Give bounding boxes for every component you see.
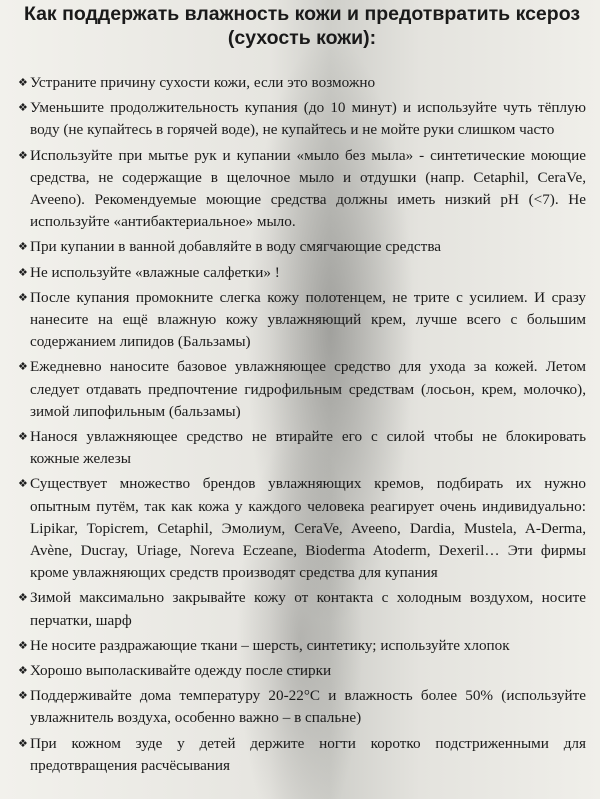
list-item <box>18 145 586 234</box>
title-line-2: (сухость кожи): <box>227 27 377 49</box>
tip-text: Хорошо выполаскивайте одежду после стирки <box>30 662 332 680</box>
tip-text: Зимой максимально закрывайте кожу от контакта с холодным воздухом, носите перчатки, шарф <box>30 589 586 629</box>
tip-text: Ежедневно наносите базовое увлажняющее средство для ухода за кожей. Летом следует отдавать предпочтение гидрофильным средствам (лосьон, крем, молочко), зимой липофильным (бальзамы) <box>30 358 586 420</box>
bullet-icon: ❖ <box>18 241 28 254</box>
list-item <box>18 660 586 682</box>
list-item <box>18 587 586 631</box>
tip-text: Используйте при мытье рук и купании «мыло без мыла» - синтетические моющие средства, не содержащие в щелочное мыло и отдушки (напр. Cetaphil, CeraVe, Aveeno). Рекомендуемые моющие средства должны иметь низкий pH (<7). Не используйте «антибактериальное» мыло. <box>30 146 586 231</box>
bullet-icon: ❖ <box>18 361 28 374</box>
list-item <box>18 287 586 354</box>
bullet-icon: ❖ <box>18 737 28 750</box>
title-line-1: Как поддержать влажность кожи и предотвратить ксероз <box>23 3 581 25</box>
tip-text: Поддерживайте дома температуру 20-22°C и влажность более 50% (используйте увлажнитель воздуха, особенно важно – в спальне) <box>30 687 586 727</box>
bullet-icon: ❖ <box>18 149 28 162</box>
list-item <box>18 236 586 258</box>
list-item <box>18 685 586 729</box>
list-item <box>18 635 586 657</box>
tip-text: Устраните причину сухости кожи, если это возможно <box>30 74 376 91</box>
list-item <box>18 733 586 777</box>
bullet-icon: ❖ <box>18 690 28 703</box>
tip-text: Существует множество брендов увлажняющих кремов, подбирать их нужно опытным путём, так как кожа у каждого человека реагирует очень индивидуально: Lipikar, Topicrem, Cetaphil, Эмолиум, CeraVe, Aveeno, Dardia, Mustela, A-Derma, Avène, Ducray, Uriage, Noreva Eczeane, Bioderma Atoderm, Dexeril… Эти фирмы кроме увлажняющих средств производят средства для купания <box>30 475 586 582</box>
list-item <box>18 356 586 423</box>
bullet-icon: ❖ <box>18 639 28 652</box>
bullet-icon: ❖ <box>18 102 28 115</box>
tip-text: Нанося увлажняющее средство не втирайте его с силой чтобы не блокировать кожные железы <box>30 428 586 468</box>
bullet-icon: ❖ <box>18 592 28 605</box>
bullet-icon: ❖ <box>18 266 28 279</box>
tip-text: Не носите раздражающие ткани – шерсть, синтетику; используйте хлопок <box>30 636 510 654</box>
list-item <box>18 262 586 284</box>
list-item <box>18 97 586 141</box>
bullet-icon: ❖ <box>18 665 28 678</box>
tip-text: При купании в ванной добавляйте в воду смягчающие средства <box>30 238 442 256</box>
tip-text: После купания промокните слегка кожу полотенцем, не трите с усилием. И сразу нанесите на ещё влажную кожу увлажняющий крем, лучше всего с большим содержанием липидов (Бальзамы) <box>30 288 586 351</box>
list-item <box>18 426 586 470</box>
tips-list <box>18 72 586 777</box>
list-item <box>18 473 586 584</box>
page-title <box>18 2 586 50</box>
bullet-icon: ❖ <box>18 77 28 89</box>
bullet-icon: ❖ <box>18 431 28 444</box>
tip-text: Уменьшите продолжительность купания (до 10 минут) и используйте чуть тёплую воду (не купайтесь в горячей воде), не купайтесь и не мойте руки слишком часто <box>30 99 586 139</box>
list-item <box>18 72 586 94</box>
bullet-icon: ❖ <box>18 478 28 491</box>
tip-text: Не используйте «влажные салфетки» ! <box>30 263 280 281</box>
bullet-icon: ❖ <box>18 291 28 304</box>
tip-text: При кожном зуде у детей держите ногти коротко подстриженными для предотвращения расчёсывания <box>30 734 586 774</box>
